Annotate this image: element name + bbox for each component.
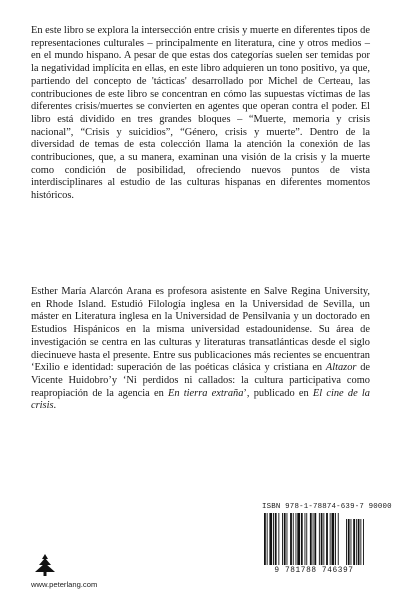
barcode-bar bbox=[314, 513, 316, 565]
barcode-bars bbox=[264, 513, 364, 567]
bio-text-3: ’, publicado en bbox=[243, 387, 313, 399]
description-text: En este libro se explora la intersección entre crisis y muerte en diferentes tipos de representaciones culturales – principalmente en literatura, cine y otros medios – en el mundo hispano. A pesar de que estas dos categorías suelen ser temidas por la negatividad implícita en ellas, en este libro adquieren un tono positivo, ya que, partiendo del concepto de 'tácticas' desarrollado por Michel de Certeau, las contribuciones de este libro se concentran en cómo las supuestas víctimas de las diferentes crisis/muertes se convierten en agentes que operan contra el poder. El libro está dividido en tres grandes bloques – “Muerte, memoria y crisis nacional”, “Crisis y suicidios”, “Género, crisis y muerte”. Dentro de la diversidad de temas de esta colección llama la atención la conexión de las contribuciones, que, a su manera, examinan una visión de la crisis y la muerte como condición de posibilidad, ofreciendo nuevos puntos de vista interdisciplinares al estudio de las culturas hispanas en diferentes momentos históricos. bbox=[31, 25, 370, 202]
barcode-addon-bar bbox=[360, 519, 361, 565]
barcode-addon-bar bbox=[356, 519, 357, 565]
bio-title-en-tierra-extrana: En tierra extraña bbox=[168, 387, 244, 399]
barcode-bar bbox=[305, 513, 306, 565]
barcode-bar bbox=[330, 513, 331, 565]
barcode-addon-bar bbox=[346, 519, 347, 565]
barcode-bar bbox=[338, 513, 339, 565]
barcode-addon-bar bbox=[358, 519, 360, 565]
barcode-bar bbox=[269, 513, 272, 565]
barcode-bar bbox=[275, 513, 277, 565]
barcode-bar bbox=[332, 513, 335, 565]
bio-title-altazor: Altazor bbox=[325, 362, 357, 374]
publisher-url: www.peterlang.com bbox=[31, 580, 98, 589]
barcode-bar bbox=[287, 513, 288, 565]
barcode-addon-bar bbox=[353, 519, 355, 565]
bio-text-4: . bbox=[53, 400, 57, 412]
isbn-addon: 90000 bbox=[368, 503, 392, 511]
author-bio-paragraph bbox=[31, 286, 370, 413]
barcode-bar bbox=[290, 513, 292, 565]
barcode-addon-bar bbox=[348, 519, 350, 565]
barcode-bar bbox=[321, 513, 323, 565]
barcode-bar bbox=[313, 513, 314, 565]
barcode-bar bbox=[326, 513, 328, 565]
barcode-bar bbox=[306, 513, 307, 565]
barcode-bar bbox=[293, 513, 294, 565]
barcode-bar bbox=[267, 513, 268, 565]
barcode-bar bbox=[296, 513, 297, 565]
barcode-bar bbox=[323, 513, 324, 565]
bio-title-el-cine-de-la-crisis: El cine de la crisis bbox=[31, 387, 370, 412]
barcode-bar bbox=[301, 513, 303, 565]
barcode-addon-bar bbox=[351, 519, 352, 565]
isbn-label: ISBN 978-1-78874-639-7 90000 bbox=[262, 503, 392, 511]
barcode-bar bbox=[310, 513, 312, 565]
barcode-bar bbox=[284, 513, 286, 565]
book-description-paragraph bbox=[31, 25, 370, 203]
barcode-bar bbox=[273, 513, 274, 565]
barcode-bar bbox=[282, 513, 283, 565]
isbn-barcode bbox=[262, 503, 392, 575]
barcode-bar bbox=[264, 513, 266, 565]
barcode-digits: 9 781788 746397 bbox=[274, 567, 354, 575]
bio-text-2: de Vicente Huidobro’y ‘Ni perdidos ni callados: la cultura participativa como reapropiación de la agencia en bbox=[31, 362, 370, 399]
barcode-bar bbox=[278, 513, 279, 565]
barcode-bar bbox=[335, 513, 336, 565]
peter-lang-tree-logo-icon bbox=[30, 553, 60, 577]
barcode-bar bbox=[297, 513, 300, 565]
bio-text-1: Esther María Alarcón Arana es profesora asistente en Salve Regina University, en Rhode Island. Estudió Filología inglesa en la Universidad de Sevilla, un máster en Literatura inglesa en la Universidad de Pensilvania y un doctorado en Estudios Hispánicos en la misma universidad estadounidense. Su área de investigación se centra en las culturas y literaturas transatlánticas desde el siglo diecinueve hasta el presente. Entre sus publicaciones más recientes se encuentran ‘Exilio e identidad: superación de las poéticas clásica y cristiana en bbox=[31, 286, 370, 374]
barcode-bar bbox=[319, 513, 320, 565]
barcode-addon-bar bbox=[363, 519, 364, 565]
